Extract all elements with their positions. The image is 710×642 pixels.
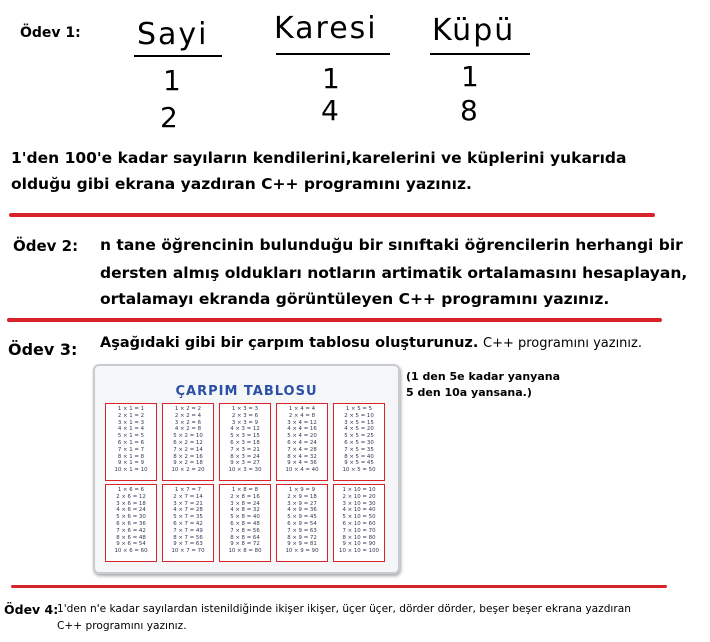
cell-karesi-1: 1 bbox=[322, 62, 342, 95]
table-cell-9: 1 × 9 = 9 2 × 9 = 18 3 × 9 = 27 4 × 9 = 36 5 × 9 = 45 6 × 9 = 54 7 × 9 = 63 8 × 9 = 72 9 × 9 = 81 10 × 9 = 90 bbox=[276, 484, 328, 562]
table-cell-1: 1 × 1 = 1 2 × 1 = 2 3 × 1 = 3 4 × 1 = 4 5 × 1 = 5 6 × 1 = 6 7 × 1 = 7 8 × 1 = 8 9 × 1 = 9 10 × 1 = 10 bbox=[105, 403, 157, 481]
cell-sayi-2: 2 bbox=[160, 101, 180, 134]
odev3-note-line2: 5 den 10a yansana.) bbox=[406, 386, 532, 399]
odev1-text-line2: olduğu gibi ekrana yazdıran C++ programını yazınız. bbox=[11, 175, 472, 193]
divider-3 bbox=[11, 585, 667, 588]
odev4-line1: 1'den n'e kadar sayılardan istenildiğinde ikişer ikişer, üçer üçer, dörder dörder, beşer beşer ekrana yazdıran bbox=[57, 603, 631, 615]
header-underline-kupu bbox=[430, 53, 530, 55]
board-title: ÇARPIM TABLOSU bbox=[175, 384, 318, 399]
table-cell-8: 1 × 8 = 8 2 × 8 = 16 3 × 8 = 24 4 × 8 = 32 5 × 8 = 40 6 × 8 = 48 7 × 8 = 56 8 × 8 = 64 9 × 8 = 72 10 × 8 = 80 bbox=[219, 484, 271, 562]
table-cell-10: 1 × 10 = 10 2 × 10 = 20 3 × 10 = 30 4 × 10 = 40 5 × 10 = 50 6 × 10 = 60 7 × 10 = 70 8 × 10 = 80 9 × 10 = 90 10 × 10 = 100 bbox=[333, 484, 385, 562]
cell-karesi-2: 4 bbox=[321, 94, 341, 127]
table-cell-2: 1 × 2 = 2 2 × 2 = 4 3 × 2 = 6 4 × 2 = 8 5 × 2 = 10 6 × 2 = 12 7 × 2 = 14 8 × 2 = 16 9 × 2 = 18 10 × 2 = 20 bbox=[162, 403, 214, 481]
header-underline-karesi bbox=[276, 53, 390, 55]
divider-1 bbox=[9, 213, 655, 217]
table-cell-5: 1 × 5 = 5 2 × 5 = 10 3 × 5 = 15 4 × 5 = 20 5 × 5 = 25 6 × 5 = 30 7 × 5 = 35 8 × 5 = 40 9 × 5 = 45 10 × 5 = 50 bbox=[333, 403, 385, 481]
odev3-text bbox=[100, 335, 642, 351]
odev2-line3: ortalamayı ekranda görüntüleyen C++ programını yazınız. bbox=[100, 290, 610, 308]
odev1-label: Ödev 1: bbox=[20, 25, 81, 41]
table-cell-7: 1 × 7 = 7 2 × 7 = 14 3 × 7 = 21 4 × 7 = 28 5 × 7 = 35 6 × 7 = 42 7 × 7 = 49 8 × 7 = 56 9 × 7 = 63 10 × 7 = 70 bbox=[162, 484, 214, 562]
multiplication-board bbox=[93, 364, 400, 574]
header-sayi: Sayi bbox=[137, 17, 209, 52]
table-cell-6: 1 × 6 = 6 2 × 6 = 12 3 × 6 = 18 4 × 6 = 24 5 × 6 = 30 6 × 6 = 36 7 × 6 = 42 8 × 6 = 48 9 × 6 = 54 10 × 6 = 60 bbox=[105, 484, 157, 562]
cell-kupu-1: 1 bbox=[461, 60, 481, 93]
odev3-text-bold: Aşağıdaki gibi bir çarpım tablosu oluşturunuz. bbox=[100, 335, 479, 351]
odev3-note-line1: (1 den 5e kadar yanyana bbox=[406, 370, 561, 383]
odev3-label: Ödev 3: bbox=[8, 340, 78, 359]
odev2-line1: n tane öğrencinin bulunduğu bir sınıftaki öğrencilerin herhangi bir bbox=[100, 236, 683, 254]
cell-kupu-2: 8 bbox=[460, 94, 480, 127]
odev1-text-line1: 1'den 100'e kadar sayıların kendilerini,karelerini ve küplerini yukarıda bbox=[11, 149, 627, 167]
table-cell-4: 1 × 4 = 4 2 × 4 = 8 3 × 4 = 12 4 × 4 = 16 5 × 4 = 20 6 × 4 = 24 7 × 4 = 28 8 × 4 = 32 9 × 4 = 36 10 × 4 = 40 bbox=[276, 403, 328, 481]
header-kupu: Küpü bbox=[432, 13, 516, 48]
odev2-label: Ödev 2: bbox=[13, 237, 79, 255]
table-cell-3: 1 × 3 = 3 2 × 3 = 6 3 × 3 = 9 4 × 3 = 12 5 × 3 = 15 6 × 3 = 18 7 × 3 = 21 8 × 3 = 24 9 × 3 = 27 10 × 3 = 30 bbox=[219, 403, 271, 481]
divider-2 bbox=[7, 318, 662, 322]
odev3-text-normal: C++ programını yazınız. bbox=[483, 336, 642, 351]
odev4-label: Ödev 4: bbox=[4, 602, 59, 617]
odev4-line2: C++ programını yazınız. bbox=[57, 620, 187, 632]
cell-sayi-1: 1 bbox=[163, 64, 183, 97]
header-underline-sayi bbox=[134, 55, 222, 57]
odev2-line2: dersten almış oldukları notların artimatik ortalamasını hesaplayan, bbox=[100, 264, 688, 282]
header-karesi: Karesi bbox=[274, 11, 378, 46]
